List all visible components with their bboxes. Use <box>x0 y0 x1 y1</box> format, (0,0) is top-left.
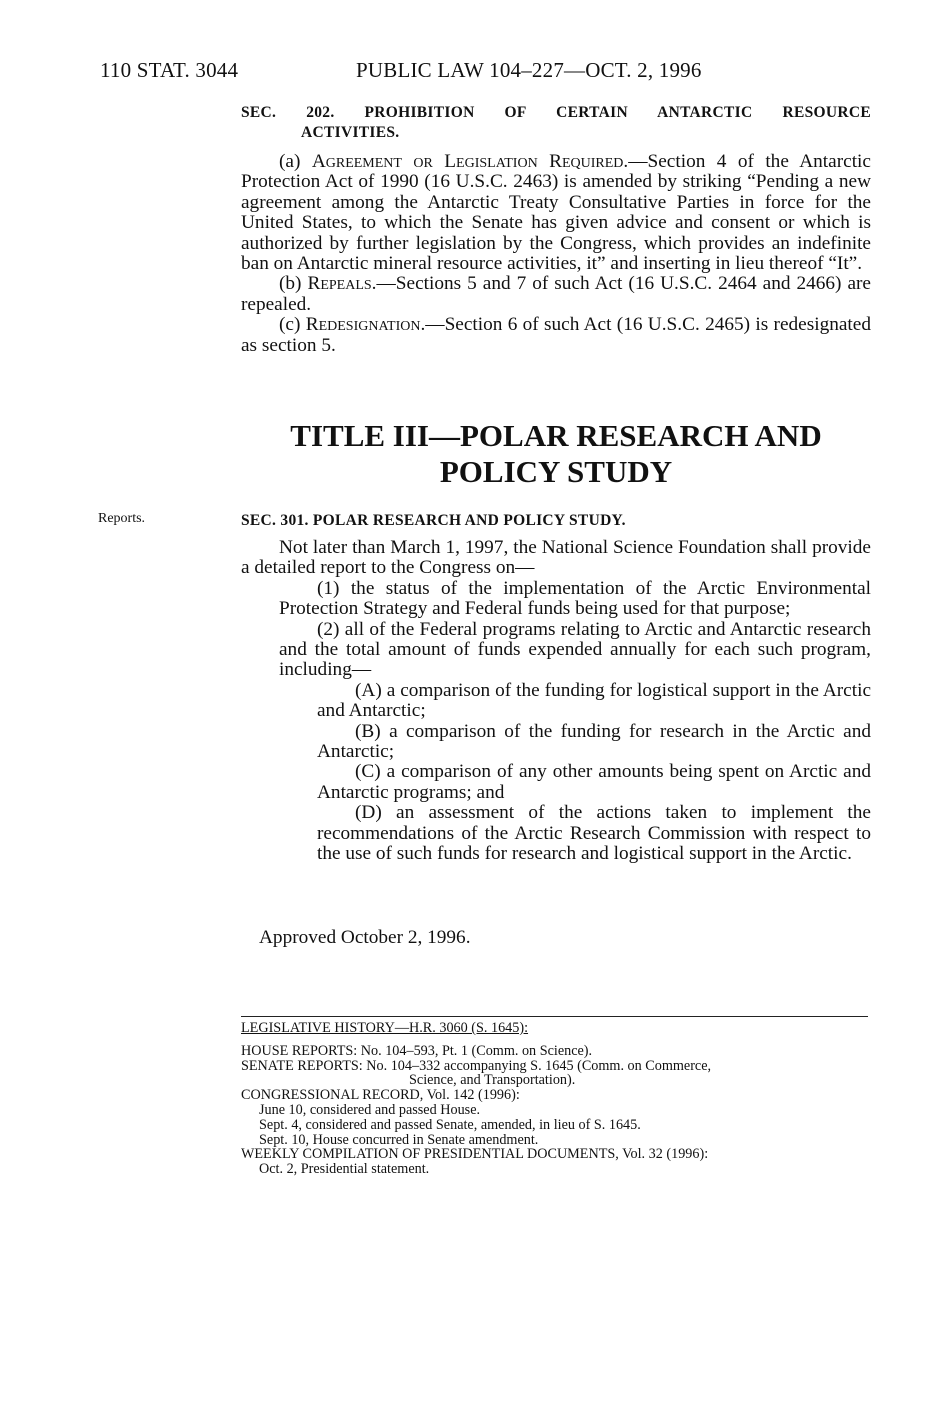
approval-date: Approved October 2, 1996. <box>259 927 471 948</box>
footnote-rule <box>241 1016 868 1017</box>
title-iii-line1: TITLE III—POLAR RESEARCH AND <box>290 418 822 453</box>
section-301-body <box>241 538 871 865</box>
paragraph-2-text: (2) all of the Federal programs relating to Arctic and Antarctic research and the total amount of funds expended annually for each such program, including— <box>279 618 871 681</box>
margin-note-reports: Reports. <box>98 511 146 526</box>
section-202-heading-line1: SEC. 202. PROHIBITION OF CERTAIN ANTARCTIC RESOURCE <box>241 104 871 121</box>
congressional-record: CONGRESSIONAL RECORD, Vol. 142 (1996): <box>241 1087 520 1104</box>
subparagraph-a: (A) a comparison of the funding for logistical support in the Arctic and Antarctic; <box>317 679 871 722</box>
title-iii-heading <box>241 418 871 490</box>
weekly-compilation-entry: Oct. 2, Presidential statement. <box>259 1161 430 1178</box>
subsection-b-text: —Sections 5 and 7 of such Act (16 U.S.C. 2464 and 2466) are repealed. <box>241 273 871 315</box>
public-law-citation: PUBLIC LAW 104–227—OCT. 2, 1996 <box>356 58 702 82</box>
section-202-heading-line2: ACTIVITIES. <box>301 124 400 141</box>
subsection-a-label: (a) <box>279 151 312 172</box>
legislative-history <box>241 1021 871 1177</box>
subsection-a-caption: Agreement or Legislation Required. <box>311 151 629 172</box>
paragraph-1-text: (1) the status of the implementation of the Arctic Environmental Protection Strategy and Federal funds being used for that purpose; <box>279 577 871 620</box>
congressional-record-entry: Sept. 10, House concurred in Senate amendment. <box>259 1131 539 1148</box>
subsection-b-label: (b) <box>279 273 308 295</box>
subsection-b-caption: Repeals. <box>307 273 377 295</box>
subparagraph-b: (B) a comparison of the funding for research in the Arctic and Antarctic; <box>317 720 871 763</box>
subsection-c <box>241 315 871 356</box>
weekly-compilation: WEEKLY COMPILATION OF PRESIDENTIAL DOCUMENTS, Vol. 32 (1996): <box>241 1146 709 1163</box>
congressional-record-entry: Sept. 4, considered and passed Senate, amended, in lieu of S. 1645. <box>259 1116 641 1133</box>
subparagraph-c: (C) a comparison of any other amounts being spent on Arctic and Antarctic programs; and <box>317 761 871 803</box>
subsection-a <box>241 152 871 274</box>
subparagraph-d: (D) an assessment of the actions taken to implement the recommendations of the Arctic Research Commission with respect to the use of such funds for research and logistical support in the Arctic. <box>317 802 871 865</box>
senate-reports: SENATE REPORTS: No. 104–332 accompanying S. 1645 (Comm. on Commerce, <box>241 1057 712 1074</box>
senate-reports-continued: Science, and Transportation). <box>409 1072 576 1089</box>
subsection-c-label: (c) <box>279 314 306 336</box>
section-202-heading <box>241 103 871 143</box>
section-301-heading: SEC. 301. POLAR RESEARCH AND POLICY STUDY. <box>241 512 626 529</box>
subsection-b <box>241 274 871 315</box>
stat-page-reference: 110 STAT. 3044 <box>100 58 239 82</box>
title-iii-line2: POLICY STUDY <box>439 454 673 489</box>
subsection-c-text: —Section 6 of such Act (16 U.S.C. 2465) is redesignated as section 5. <box>241 314 871 356</box>
subsection-c-caption: Redesignation. <box>305 314 426 336</box>
section-202-body <box>241 152 871 356</box>
section-301-intro: Not later than March 1, 1997, the National Science Foundation shall provide a detailed report to the Congress on— <box>241 537 871 579</box>
subparagraph-list <box>317 681 871 865</box>
house-reports: HOUSE REPORTS: No. 104–593, Pt. 1 (Comm. on Science). <box>241 1042 593 1059</box>
legislative-history-title: LEGISLATIVE HISTORY—H.R. 3060 (S. 1645): <box>241 1020 529 1036</box>
paragraph-list <box>279 579 871 865</box>
subsection-a-text: —Section 4 of the Antarctic Protection Act of 1990 (16 U.S.C. 2463) is amended by striking “Pending a new agreement among the Antarctic Treaty Consultative Parties in force for the United States, to which the Senate has given advice and consent or which is authorized by further legislation by the Congress, which provides an indefinite ban on Antarctic mineral resource activities, it” and inserting in lieu thereof “It”. <box>241 151 871 275</box>
congressional-record-entry: June 10, considered and passed House. <box>259 1101 481 1118</box>
